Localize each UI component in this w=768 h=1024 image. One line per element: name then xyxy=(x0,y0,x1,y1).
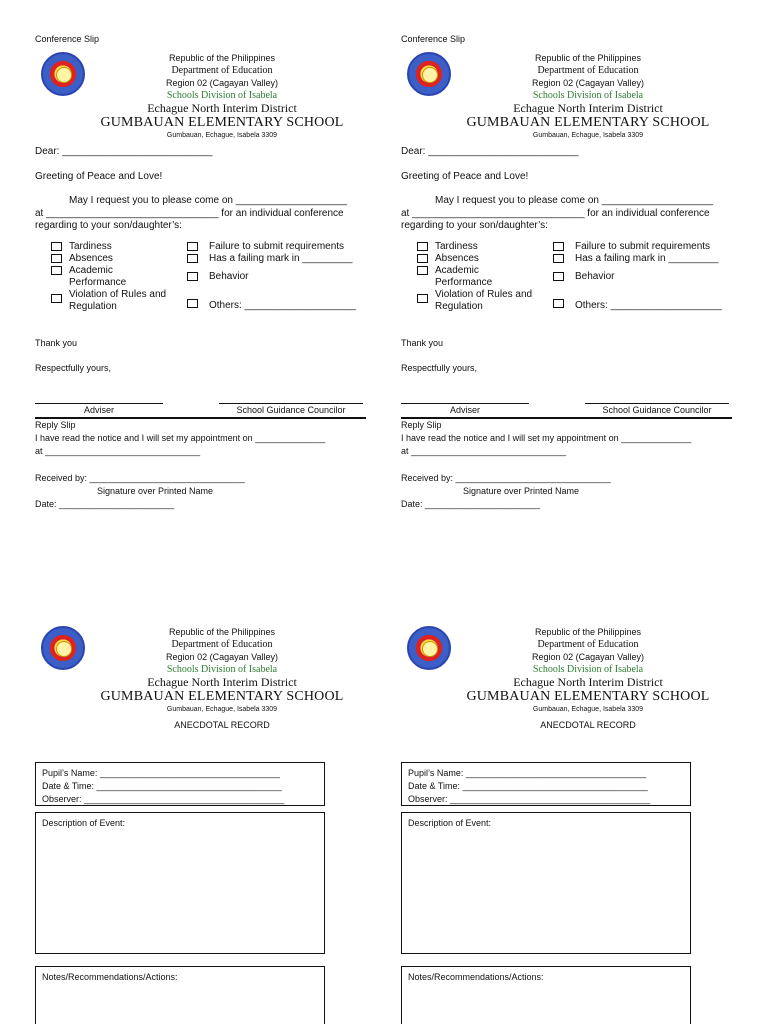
signature-row xyxy=(401,403,741,425)
header-division: Schools Division of Isabela xyxy=(532,89,644,101)
request-line-2: at _______________________________ for an individual conference xyxy=(35,207,344,219)
checkbox-behavior[interactable] xyxy=(187,272,198,281)
checkbox-violation[interactable] xyxy=(51,294,62,303)
header-department: Department of Education xyxy=(171,638,273,650)
description-box xyxy=(401,812,691,954)
header-division: Schools Division of Isabela xyxy=(532,663,644,675)
slip-caption: Conference Slip xyxy=(35,34,100,44)
pupil-name-field: Pupil’s Name: ____________________________________ xyxy=(42,768,281,778)
header-school: GUMBAUAN ELEMENTARY SCHOOL xyxy=(466,115,710,131)
notes-label: Notes/Recommendations/Actions: xyxy=(42,972,178,982)
counselor-label: School Guidance Councilor xyxy=(236,404,346,415)
header-address: Gumbauan, Echague, Isabela 3309 xyxy=(532,706,644,714)
conference-slip-left xyxy=(35,34,375,564)
header-district: Echague North Interim District xyxy=(147,101,297,116)
checkbox-behavior[interactable] xyxy=(553,272,564,281)
header-department: Department of Education xyxy=(537,64,639,76)
header-address: Gumbauan, Echague, Isabela 3309 xyxy=(166,132,278,140)
pupil-name-field: Pupil’s Name: ____________________________________ xyxy=(408,768,647,778)
date-line: Date: _______________________ xyxy=(35,498,175,509)
respectfully: Respectfully yours, xyxy=(401,362,478,373)
notes-box xyxy=(401,966,691,1024)
observer-field: Observer: ________________________________________ xyxy=(408,794,651,804)
greeting: Greeting of Peace and Love! xyxy=(401,170,529,182)
header-district: Echague North Interim District xyxy=(513,101,663,116)
reply-line-1: I have read the notice and I will set my appointment on ______________ xyxy=(401,432,692,443)
school-header xyxy=(35,626,375,716)
anecdotal-record-right xyxy=(401,626,741,1024)
header-district: Echague North Interim District xyxy=(513,675,663,690)
reply-slip-title: Reply Slip xyxy=(401,419,442,430)
adviser-label: Adviser xyxy=(83,404,114,415)
checkbox-others[interactable] xyxy=(187,299,198,308)
anecdotal-title: ANECDOTAL RECORD xyxy=(540,720,636,730)
thank-you: Thank you xyxy=(35,337,78,348)
checkbox-failure-submit[interactable] xyxy=(187,242,198,251)
dear-line: Dear: ___________________________ xyxy=(401,146,579,157)
request-line-3: regarding to your son/daughter’s: xyxy=(401,220,548,231)
checkbox-others[interactable] xyxy=(553,299,564,308)
signature-label: Signature over Printed Name xyxy=(463,485,580,496)
header-republic: Republic of the Philippines xyxy=(534,53,642,63)
checkbox-failing-mark[interactable] xyxy=(553,254,564,263)
header-republic: Republic of the Philippines xyxy=(168,53,276,63)
date-line: Date: _______________________ xyxy=(401,498,541,509)
notes-box xyxy=(35,966,325,1024)
school-header xyxy=(35,52,375,142)
header-region: Region 02 (Cagayan Valley) xyxy=(166,652,278,663)
reply-slip-title: Reply Slip xyxy=(35,419,76,430)
counselor-label: School Guidance Councilor xyxy=(602,404,712,415)
signature-label: Signature over Printed Name xyxy=(97,485,214,496)
school-header xyxy=(401,626,741,716)
checkbox-academic[interactable] xyxy=(51,266,62,275)
header-district: Echague North Interim District xyxy=(147,675,297,690)
signature-row xyxy=(35,403,375,425)
header-region: Region 02 (Cagayan Valley) xyxy=(532,652,644,663)
checkbox-absences[interactable] xyxy=(51,254,62,263)
checkbox-violation[interactable] xyxy=(417,294,428,303)
checkbox-absences[interactable] xyxy=(417,254,428,263)
greeting: Greeting of Peace and Love! xyxy=(35,170,163,182)
respectfully: Respectfully yours, xyxy=(35,362,112,373)
concern-checklist: Tardiness Absences Academic Performance Violation of Rules and Regulation Failure to submit requirements Has a failing mark in _________ Behavior Others: ____________________ xyxy=(401,241,741,313)
anecdotal-record-left xyxy=(35,626,375,1024)
reply-line-1: I have read the notice and I will set my appointment on ______________ xyxy=(35,432,326,443)
header-department: Department of Education xyxy=(537,638,639,650)
date-time-field: Date & Time: _____________________________________ xyxy=(408,781,648,791)
request-line-3: regarding to your son/daughter’s: xyxy=(35,220,182,231)
checkbox-academic[interactable] xyxy=(417,266,428,275)
header-division: Schools Division of Isabela xyxy=(166,89,278,101)
header-republic: Republic of the Philippines xyxy=(168,627,276,637)
checkbox-tardiness[interactable] xyxy=(417,242,428,251)
reply-line-2: at _______________________________ xyxy=(401,445,567,456)
description-label: Description of Event: xyxy=(42,818,126,828)
school-header xyxy=(401,52,741,142)
received-by: Received by: _______________________________ xyxy=(401,472,611,483)
slip-caption: Conference Slip xyxy=(401,34,466,44)
header-school: GUMBAUAN ELEMENTARY SCHOOL xyxy=(100,115,344,131)
observer-field: Observer: ________________________________________ xyxy=(42,794,285,804)
request-line-1: May I request you to please come on ____________________ xyxy=(69,195,347,206)
conference-slip-right xyxy=(401,34,741,564)
header-school: GUMBAUAN ELEMENTARY SCHOOL xyxy=(100,689,344,705)
pupil-info-box xyxy=(401,762,691,806)
date-time-field: Date & Time: _____________________________________ xyxy=(42,781,282,791)
checkbox-failing-mark[interactable] xyxy=(187,254,198,263)
dear-line: Dear: ___________________________ xyxy=(35,146,213,157)
thank-you: Thank you xyxy=(401,337,444,348)
header-address: Gumbauan, Echague, Isabela 3309 xyxy=(166,706,278,714)
adviser-label: Adviser xyxy=(449,404,480,415)
request-line-2: at _______________________________ for an individual conference xyxy=(401,207,710,219)
pupil-info-box xyxy=(35,762,325,806)
header-division: Schools Division of Isabela xyxy=(166,663,278,675)
header-region: Region 02 (Cagayan Valley) xyxy=(532,78,644,89)
reply-line-2: at _______________________________ xyxy=(35,445,201,456)
anecdotal-title: ANECDOTAL RECORD xyxy=(174,720,270,730)
description-box xyxy=(35,812,325,954)
received-by: Received by: _______________________________ xyxy=(35,472,245,483)
header-republic: Republic of the Philippines xyxy=(534,627,642,637)
header-address: Gumbauan, Echague, Isabela 3309 xyxy=(532,132,644,140)
description-label: Description of Event: xyxy=(408,818,492,828)
header-school: GUMBAUAN ELEMENTARY SCHOOL xyxy=(466,689,710,705)
concern-checklist: Tardiness Absences Academic Performance Violation of Rules and Regulation Failure to submit requirements Has a failing mark in _________ Behavior Others: ____________________ xyxy=(35,241,375,313)
checkbox-tardiness[interactable] xyxy=(51,242,62,251)
request-line-1: May I request you to please come on ____________________ xyxy=(435,195,713,206)
header-region: Region 02 (Cagayan Valley) xyxy=(166,78,278,89)
header-department: Department of Education xyxy=(171,64,273,76)
checkbox-failure-submit[interactable] xyxy=(553,242,564,251)
notes-label: Notes/Recommendations/Actions: xyxy=(408,972,544,982)
